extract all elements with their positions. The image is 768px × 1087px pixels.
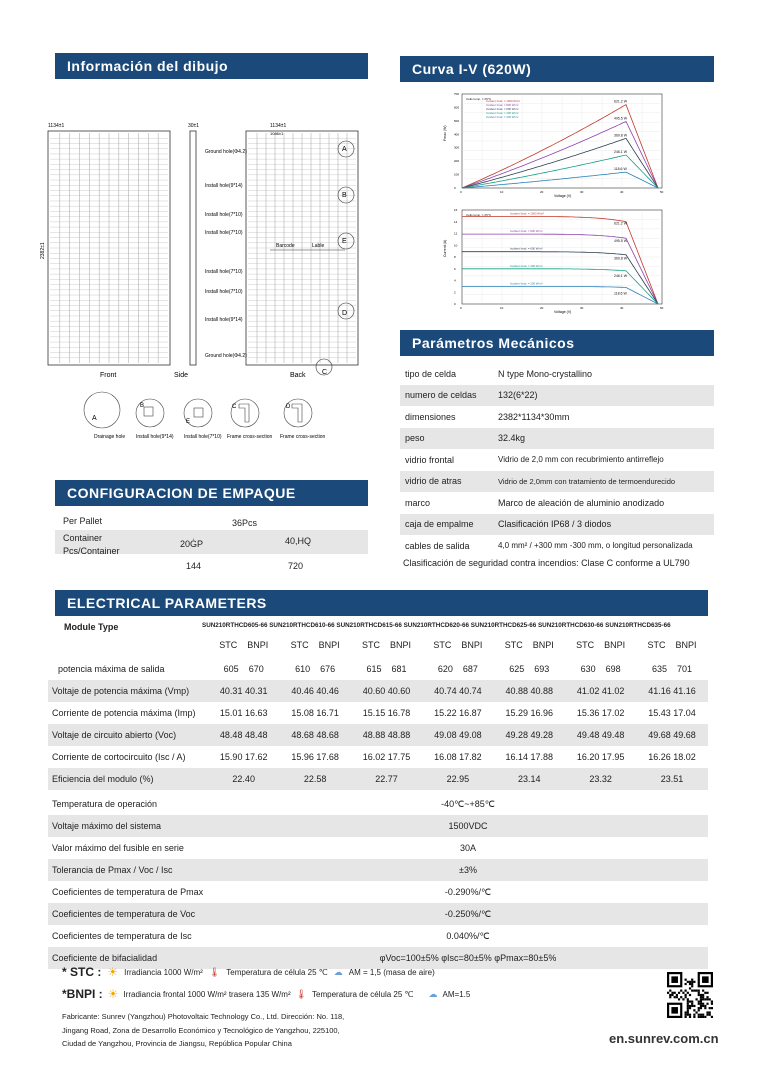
detail-caption-c: Frame cross-section — [227, 434, 273, 440]
elec-span-row — [48, 881, 708, 903]
stc-head: STC — [504, 640, 523, 650]
svg-text:E: E — [186, 419, 191, 425]
x-tick-label: 20 — [540, 190, 544, 194]
bnpi-label: *BNPI : — [62, 987, 103, 1001]
y-tick-label: 100 — [454, 172, 460, 177]
elec-span-label: Tolerancia de Pmax / Voc / Isc — [52, 865, 173, 875]
maker-info — [62, 1010, 344, 1051]
elec-span-label: Temperatura de operación — [52, 799, 158, 809]
dim-inner-width: 1086±1 — [270, 131, 284, 136]
series-label: 495.5 W — [614, 239, 628, 244]
stc-bnpi-head — [422, 640, 493, 658]
elec-cell: 15.90 17.62 — [219, 752, 268, 762]
mech-value: Vidrio de 2,0mm con tratamiento de termoendurecido — [498, 476, 676, 486]
stc-head: STC — [433, 640, 452, 650]
elec-span-value: -0.290%/℃ — [444, 886, 492, 897]
series-label: 246.1 W — [614, 149, 628, 154]
stc-head: STC — [290, 640, 309, 650]
elec-label: Voltaje de circuito abierto (Voc) — [52, 730, 177, 740]
module-drawing — [40, 115, 380, 445]
electrical-section-title: ELECTRICAL PARAMETERS — [55, 590, 708, 616]
elec-cell: 16.14 17.88 — [505, 752, 554, 762]
bnpi-head: BNPI — [604, 640, 626, 650]
elec-cell: 15.36 17.02 — [576, 708, 625, 718]
label-install-6: Install hole(9*14) — [205, 317, 243, 323]
detail-caption-a: Drainage hole — [94, 434, 126, 440]
elec-cell: 16.02 17.75 — [362, 752, 411, 762]
chart-note: Cells temp. = 25°C — [466, 213, 492, 217]
sun-icon-bnpi: ☀ — [107, 987, 119, 1001]
elec-span-value: φVoc=100±5% φIsc=80±5% φPmax=80±5% — [379, 953, 557, 963]
front-label: Front — [100, 372, 117, 379]
mech-row — [400, 363, 714, 384]
maker-line2: Jingang Road, Zona de Desarrollo Económico y Tecnológico de Yangzhou, 225100, — [62, 1025, 340, 1035]
x-axis-label: Voltage (V) — [554, 310, 572, 314]
elec-span-value: 30A — [459, 843, 476, 853]
elec-span-row — [48, 815, 708, 837]
mech-key: vidrio frontal — [405, 454, 455, 465]
elec-cell: 49.48 49.48 — [576, 730, 625, 740]
cloud-icon: ☁ — [333, 966, 343, 977]
letter-c: C — [322, 369, 328, 376]
pack-container-label: Container — [63, 533, 103, 543]
y-tick-label: 200 — [454, 159, 460, 164]
dim-thick: 30±1 — [188, 123, 200, 129]
legend-entry: Incident Irrad. = 600 W/m² — [510, 246, 543, 251]
elec-cell: 22.40 — [232, 774, 255, 784]
stc-head: STC — [361, 640, 380, 650]
elec-cell: 22.58 — [303, 774, 327, 784]
y-tick-label: 0 — [454, 302, 456, 306]
legend-entry: Incident Irrad. = 400 W/m² — [510, 263, 543, 268]
website[interactable]: en.sunrev.com.cn — [609, 1031, 719, 1046]
stc-irr: Irradiancia 1000 W/m² — [124, 967, 203, 977]
sun-icon: ☀ — [107, 965, 119, 979]
x-tick-label: 0 — [460, 190, 462, 194]
y-tick-label: 8 — [454, 255, 456, 259]
y-tick-label: 700 — [454, 92, 460, 96]
elec-cell: 620 687 — [437, 664, 478, 674]
x-tick-label: 20 — [540, 306, 544, 310]
elec-span-row — [48, 903, 708, 925]
maker-line3: Ciudad de Yangzhou, Provincia de Jiangsu, República Popular China — [62, 1039, 292, 1048]
legend-entry: Incident Irrad. = 200 W/m² — [510, 281, 543, 286]
stc-label: * STC : — [62, 965, 102, 979]
bnpi-am: AM=1.5 — [442, 989, 471, 999]
pack-c1: 20ĠP — [180, 539, 204, 549]
side-label: Side — [174, 372, 189, 379]
legend-entry: Incident Irrad. = 800 W/m² — [510, 229, 543, 234]
legend-entry: Incident Irrad. = 800 W/m² — [486, 103, 519, 107]
elec-cell: 40.46 40.46 — [291, 686, 339, 696]
elec-span-row — [48, 793, 708, 815]
elec-cell: 16.08 17.82 — [434, 752, 482, 762]
elec-span-label: Coeficientes de temperatura de Isc — [52, 931, 192, 941]
stc-bnpi-header — [208, 640, 708, 658]
label-install-1: Install hole(9*14) — [205, 183, 243, 189]
mech-value: Marco de aleación de aluminio anodizado — [498, 497, 665, 508]
elec-cell: 40.88 40.88 — [505, 686, 554, 696]
packing-section-title: CONFIGURACION DE EMPAQUE — [55, 480, 368, 506]
x-tick-label: 10 — [500, 306, 504, 310]
legend-entry: Incident Irrad. = 1000 W/m² — [510, 211, 544, 216]
elec-cell: 22.77 — [375, 774, 398, 784]
x-tick-label: 40 — [620, 190, 624, 194]
chart-note: Cells temp. = 25°C — [466, 97, 492, 101]
legend-entry: Incident Irrad. = 1000 W/m² — [486, 99, 520, 103]
stc-bnpi-head — [351, 640, 422, 658]
elec-cell: 41.16 41.16 — [648, 686, 696, 696]
qr-code-icon — [667, 972, 713, 1018]
elec-span-label: Valor máximo del fusible en serie — [52, 843, 184, 853]
mech-value: 2382*1134*30mm — [498, 411, 570, 422]
series-label: 369.8 W — [614, 133, 628, 138]
bnpi-head: BNPI — [247, 640, 269, 650]
pv-curve-chart — [440, 90, 670, 202]
label-install-3: Install hole(7*10) — [205, 230, 243, 236]
elec-cell: 48.48 48.48 — [219, 730, 268, 740]
mech-section-title: Parámetros Mecánicos — [400, 330, 714, 356]
y-tick-label: 400 — [454, 132, 460, 137]
x-axis-label: Voltage (V) — [554, 194, 572, 198]
elec-cell: 40.60 40.60 — [362, 686, 411, 696]
mech-row — [400, 471, 714, 492]
elec-span-value: -0.250%/℃ — [444, 908, 492, 919]
elec-span-row — [48, 859, 708, 881]
letter-d: D — [342, 310, 348, 317]
series-label: 621.2 W — [614, 221, 628, 226]
stc-bnpi-head — [494, 640, 565, 658]
legend-entry: Incident Irrad. = 200 W/m² — [486, 115, 519, 119]
detail-icons — [84, 392, 312, 428]
y-tick-label: 4 — [454, 278, 456, 283]
pack-v1: 144 — [186, 561, 202, 571]
pack-per-pallet-value: 36Pcs — [232, 518, 258, 528]
x-tick-label: 30 — [580, 306, 584, 310]
y-tick-label: 2 — [454, 290, 456, 295]
letter-a: A — [342, 146, 347, 153]
elec-cell: 630 698 — [580, 664, 621, 674]
detail-caption-e: Install hole(7*10) — [184, 434, 222, 440]
drawing-section-title: Información del dibujo — [55, 53, 368, 79]
mech-value: 32.4kg — [498, 433, 526, 443]
label-ground-bottom: Ground hole(Φ4.2) — [205, 353, 247, 359]
elec-label: Corriente de potencia máxima (Imp) — [52, 708, 196, 718]
svg-text:B: B — [140, 403, 145, 409]
elec-cell: 615 681 — [366, 664, 407, 674]
svg-text:A: A — [92, 415, 97, 422]
elec-cell: 23.32 — [589, 774, 612, 784]
elec-cell: 635 701 — [652, 664, 693, 674]
mech-row — [400, 492, 714, 513]
y-axis-label: Pmax (W) — [443, 125, 447, 141]
elec-label: Voltaje de potencia máxima (Vmp) — [52, 686, 190, 696]
elec-span-label: Voltaje máximo del sistema — [52, 821, 162, 831]
series-label: 118.6 W — [614, 291, 627, 296]
maker-line1: Fabricante: Sunrev (Yangzhou) Photovoltaic Technology Co., Ltd. Dirección: No. 118, — [62, 1012, 345, 1021]
stc-bnpi-head — [565, 640, 636, 658]
bnpi-note — [62, 987, 470, 1001]
pack-v2: 720 — [288, 561, 304, 571]
x-tick-label: 10 — [500, 190, 504, 194]
barcode-label: Barcode — [276, 243, 295, 249]
x-tick-label: 50 — [660, 190, 664, 194]
stc-bnpi-head — [636, 640, 707, 658]
elec-span-row — [48, 837, 708, 859]
elec-cell: 15.15 16.78 — [362, 708, 411, 718]
pack-pcs-label: Pcs/Container — [63, 546, 120, 556]
elec-cell: 48.68 48.68 — [291, 730, 339, 740]
y-tick-label: 10 — [454, 243, 458, 248]
mech-row — [400, 449, 714, 470]
mech-key: dimensiones — [405, 411, 456, 422]
series-label: 369.8 W — [614, 256, 628, 261]
bnpi-head: BNPI — [389, 640, 411, 650]
elec-cell: 15.08 16.71 — [291, 708, 339, 718]
mech-key: peso — [405, 433, 425, 443]
letter-e: E — [342, 238, 347, 245]
dim-width-back: 1134±1 — [270, 123, 287, 129]
label-ground-top: Ground hole(Φ4.2) — [205, 149, 247, 155]
mech-value: Clasificación IP68 / 3 diodos — [498, 519, 612, 529]
elec-cell: 49.08 49.08 — [434, 730, 482, 740]
elec-row — [48, 680, 708, 702]
label-install-5: Install hole(7*10) — [205, 289, 243, 295]
y-tick-label: 16 — [454, 208, 458, 212]
elec-cell: 40.31 40.31 — [219, 686, 268, 696]
elec-row — [48, 746, 708, 768]
elec-row — [48, 658, 708, 680]
y-tick-label: 6 — [454, 266, 456, 271]
stc-am: AM = 1,5 (masa de aire) — [348, 967, 435, 977]
series-label: 621.2 W — [614, 99, 628, 104]
elec-span-value: ±3% — [459, 865, 477, 875]
elec-cell: 15.96 17.68 — [291, 752, 339, 762]
bnpi-head: BNPI — [532, 640, 554, 650]
elec-span-value: -40℃~+85℃ — [441, 798, 495, 809]
elec-span-value: 0.040%/℃ — [446, 930, 490, 941]
mech-row — [400, 406, 714, 427]
elec-label: Eficiencia del modulo (%) — [52, 774, 154, 784]
elec-row — [48, 768, 708, 790]
stc-note — [62, 965, 435, 979]
elec-cell: 23.51 — [660, 774, 684, 784]
elec-cell: 41.02 41.02 — [576, 686, 625, 696]
pack-c2: 40,HQ — [285, 536, 312, 546]
elec-cell: 625 693 — [509, 664, 550, 674]
side-view — [190, 131, 196, 365]
elec-cell: 40.74 40.74 — [434, 686, 482, 696]
elec-span-label: Coeficientes de temperatura de Pmax — [52, 887, 204, 897]
elec-cell: 16.26 18.02 — [648, 752, 696, 762]
mech-key: cables de salida — [405, 540, 470, 551]
cloud-icon-bnpi: ☁ — [428, 988, 438, 999]
x-tick-label: 40 — [620, 306, 624, 310]
legend-entry: Incident Irrad. = 400 W/m² — [486, 111, 519, 115]
detail-caption-d: Frame cross-section — [280, 434, 326, 440]
letter-b: B — [342, 192, 347, 199]
y-axis-label: Current (A) — [443, 239, 447, 257]
elec-span-label: Coeficiente de bifacialidad — [52, 953, 158, 963]
series-label: 495.5 W — [614, 116, 628, 121]
y-tick-label: 500 — [454, 118, 460, 123]
series-label: 246.1 W — [614, 273, 628, 278]
elec-row — [48, 724, 708, 746]
mech-row — [400, 385, 714, 406]
legend-entry: Incident Irrad. = 600 W/m² — [486, 107, 519, 111]
detail-caption-b: Install hole(9*14) — [136, 434, 174, 440]
bnpi-head: BNPI — [675, 640, 697, 650]
svg-text:D: D — [286, 404, 291, 410]
elec-cell: 605 670 — [223, 664, 264, 674]
thermometer-icon: 🌡 — [208, 966, 221, 977]
lable-label: Lable — [312, 243, 325, 249]
elec-cell: 15.01 16.63 — [219, 708, 268, 718]
mech-key: caja de empalme — [405, 519, 474, 529]
x-tick-label: 30 — [580, 190, 584, 194]
fire-rating: Clasificación de seguridad contra incendios: Clase C conforme a UL790 — [403, 558, 690, 568]
series-label: 118.6 W — [614, 167, 627, 172]
elec-span-value: 1500VDC — [448, 821, 488, 831]
y-tick-label: 300 — [454, 145, 460, 150]
module-types: SUN210RTHCD605-66 SUN210RTHCD610-66 SUN210RTHCD615-66 SUN210RTHCD620-66 SUN210RTHCD625-66 SUN210RTHCD630-66 SUN210RTHCD635-66 — [202, 622, 671, 629]
label-install-2: Install hole(7*10) — [205, 212, 243, 218]
stc-temp: Temperatura de célula 25 ℃ — [226, 967, 328, 977]
dim-width: 1134±1 — [48, 123, 65, 129]
bnpi-head: BNPI — [461, 640, 483, 650]
y-tick-label: 600 — [454, 105, 460, 110]
elec-cell: 16.20 17.95 — [576, 752, 625, 762]
pack-per-pallet-label: Per Pallet — [63, 516, 103, 526]
stc-bnpi-head — [208, 640, 279, 658]
iv-section-title: Curva I-V (620W) — [400, 56, 714, 82]
elec-label: Corriente de cortocircuito (Isc / A) — [52, 752, 186, 762]
x-tick-label: 50 — [660, 306, 664, 310]
stc-bnpi-head — [279, 640, 350, 658]
mech-value: N type Mono-crystallino — [498, 368, 593, 379]
mech-key: tipo de celda — [405, 368, 457, 379]
elec-span-row — [48, 925, 708, 947]
iv-curve-chart — [440, 206, 670, 318]
back-panel — [246, 131, 358, 375]
elec-cell: 15.22 16.87 — [434, 708, 482, 718]
back-label: Back — [290, 372, 306, 379]
elec-cell: 15.43 17.04 — [648, 708, 696, 718]
mech-value: 4,0 mm² / +300 mm -300 mm, o longitud personalizada — [498, 541, 693, 550]
elec-cell: 22.95 — [446, 774, 470, 784]
bnpi-irr: Irradiancia frontal 1000 W/m² trasera 135 W/m² — [123, 989, 291, 999]
elec-cell: 23.14 — [517, 774, 541, 784]
svg-text:C: C — [232, 404, 237, 410]
y-tick-label: 0 — [454, 186, 456, 190]
elec-label: potencia máxima de salida — [58, 664, 165, 674]
bnpi-head: BNPI — [318, 640, 340, 650]
bnpi-temp: Temperatura de célula 25 ℃ — [312, 989, 414, 999]
elec-cell: 610 676 — [295, 664, 336, 674]
elec-cell: 15.29 16.96 — [505, 708, 554, 718]
stc-head: STC — [647, 640, 666, 650]
elec-cell: 49.28 49.28 — [505, 730, 554, 740]
mech-key: marco — [405, 497, 431, 508]
mech-value: 132(6*22) — [498, 390, 538, 400]
front-panel — [48, 131, 170, 365]
dim-height: 2382±1 — [40, 242, 46, 259]
x-tick-label: 0 — [460, 306, 462, 310]
mech-row — [400, 428, 714, 449]
y-tick-label: 12 — [454, 231, 458, 236]
stc-head: STC — [219, 640, 238, 650]
mech-value: Vidrio de 2,0 mm con recubrimiento antirreflejo — [498, 455, 664, 464]
mech-key: numero de celdas — [405, 390, 477, 400]
elec-cell: 49.68 49.68 — [648, 730, 696, 740]
stc-head: STC — [576, 640, 595, 650]
elec-cell: 48.88 48.88 — [362, 730, 411, 740]
module-type-label: Module Type — [64, 622, 119, 632]
elec-span-label: Coeficientes de temperatura de Voc — [52, 909, 196, 919]
thermometer-icon-bnpi: 🌡 — [295, 988, 308, 999]
mech-key: vidrio de atras — [405, 476, 462, 486]
y-tick-label: 14 — [454, 219, 458, 224]
elec-row — [48, 702, 708, 724]
label-install-4: Install hole(7*10) — [205, 269, 243, 275]
